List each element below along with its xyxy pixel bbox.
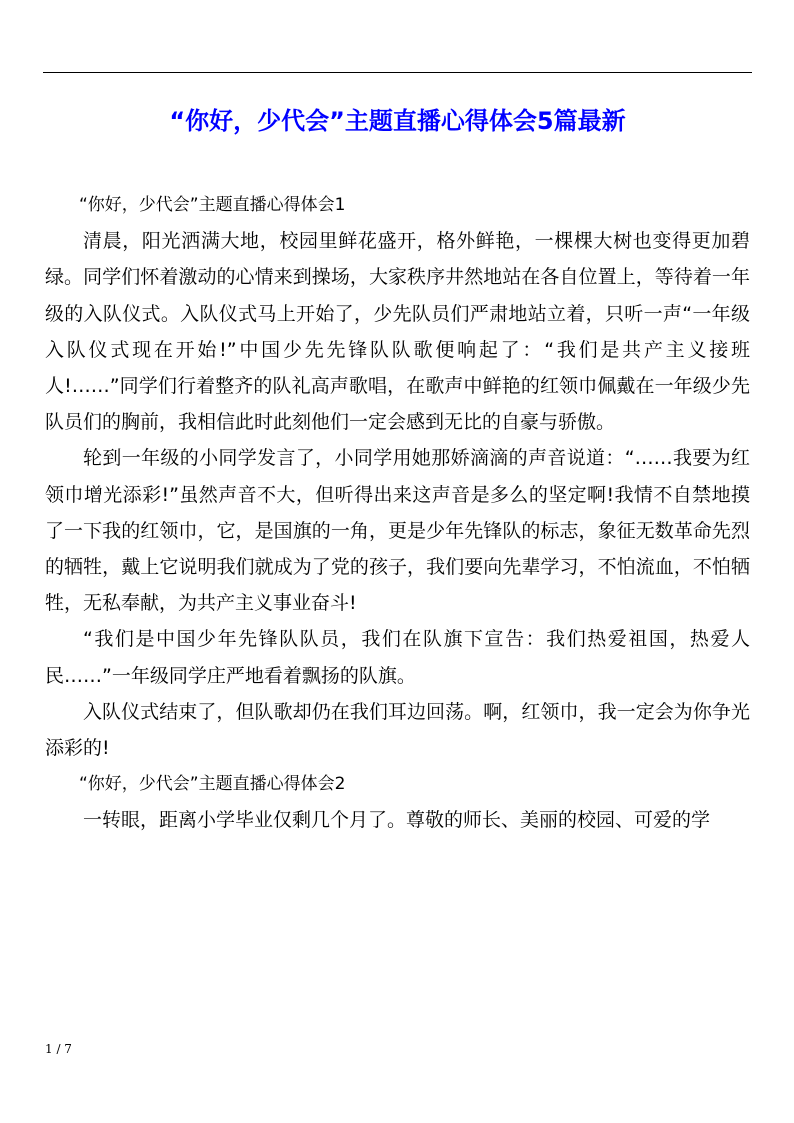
section-heading-1: “你好，少代会”主题直播心得体会1 bbox=[79, 195, 346, 215]
paragraph: 入队仪式结束了，但队歌却仍在我们耳边回荡。啊，红领巾，我一定会为你争光添彩的! bbox=[45, 700, 750, 760]
paragraph: “我们是中国少年先锋队队员，我们在队旗下宣告：我们热爱祖国，热爱人民……”一年级同学庄严地看着飘扬的队旗。 bbox=[45, 628, 750, 687]
paragraph: 清晨，阳光洒满大地，校园里鲜花盛开，格外鲜艳，一棵棵大树也变得更加碧绿。同学们怀着激动的心情来到操场，大家秩序井然地站在各自位置上，等待着一年级的入队仪式。入队仪式马上开始了，少先队员们严肃地站立着，只听一声“一年级入队仪式现在开始!”中国少先先锋队队歌便响起了：“我们是共产主义接班人!……”同学们行着整齐的队礼高声歌唱，在歌声中鲜艳的红领巾佩戴在一年级少先队员们的胸前，我相信此时此刻他们一定会感到无比的自豪与骄傲。 bbox=[45, 230, 750, 434]
paragraph: 轮到一年级的小同学发言了，小同学用她那娇滴滴的声音说道：“……我要为红领巾增光添彩!”虽然声音不大，但听得出来这声音是多么的坚定啊!我情不自禁地摸了一下我的红领巾，它，是国旗的一角，更是少年先锋队的标志，象征无数革命先烈的牺牲，戴上它说明我们就成为了党的孩子，我们要向先辈学习，不怕流血，不怕牺牲，无私奉献，为共产主义事业奋斗! bbox=[45, 447, 750, 615]
document-body bbox=[45, 187, 750, 839]
page-number: 1 / 7 bbox=[45, 1042, 72, 1056]
paragraph: 一转眼，距离小学毕业仅剩几个月了。尊敬的师长、美丽的校园、可爱的学 bbox=[83, 809, 711, 832]
header-rule bbox=[43, 72, 752, 73]
section-heading-2: “你好，少代会”主题直播心得体会2 bbox=[79, 774, 346, 795]
document-title: “你好，少代会”主题直播心得体会5篇最新 bbox=[169, 107, 626, 135]
